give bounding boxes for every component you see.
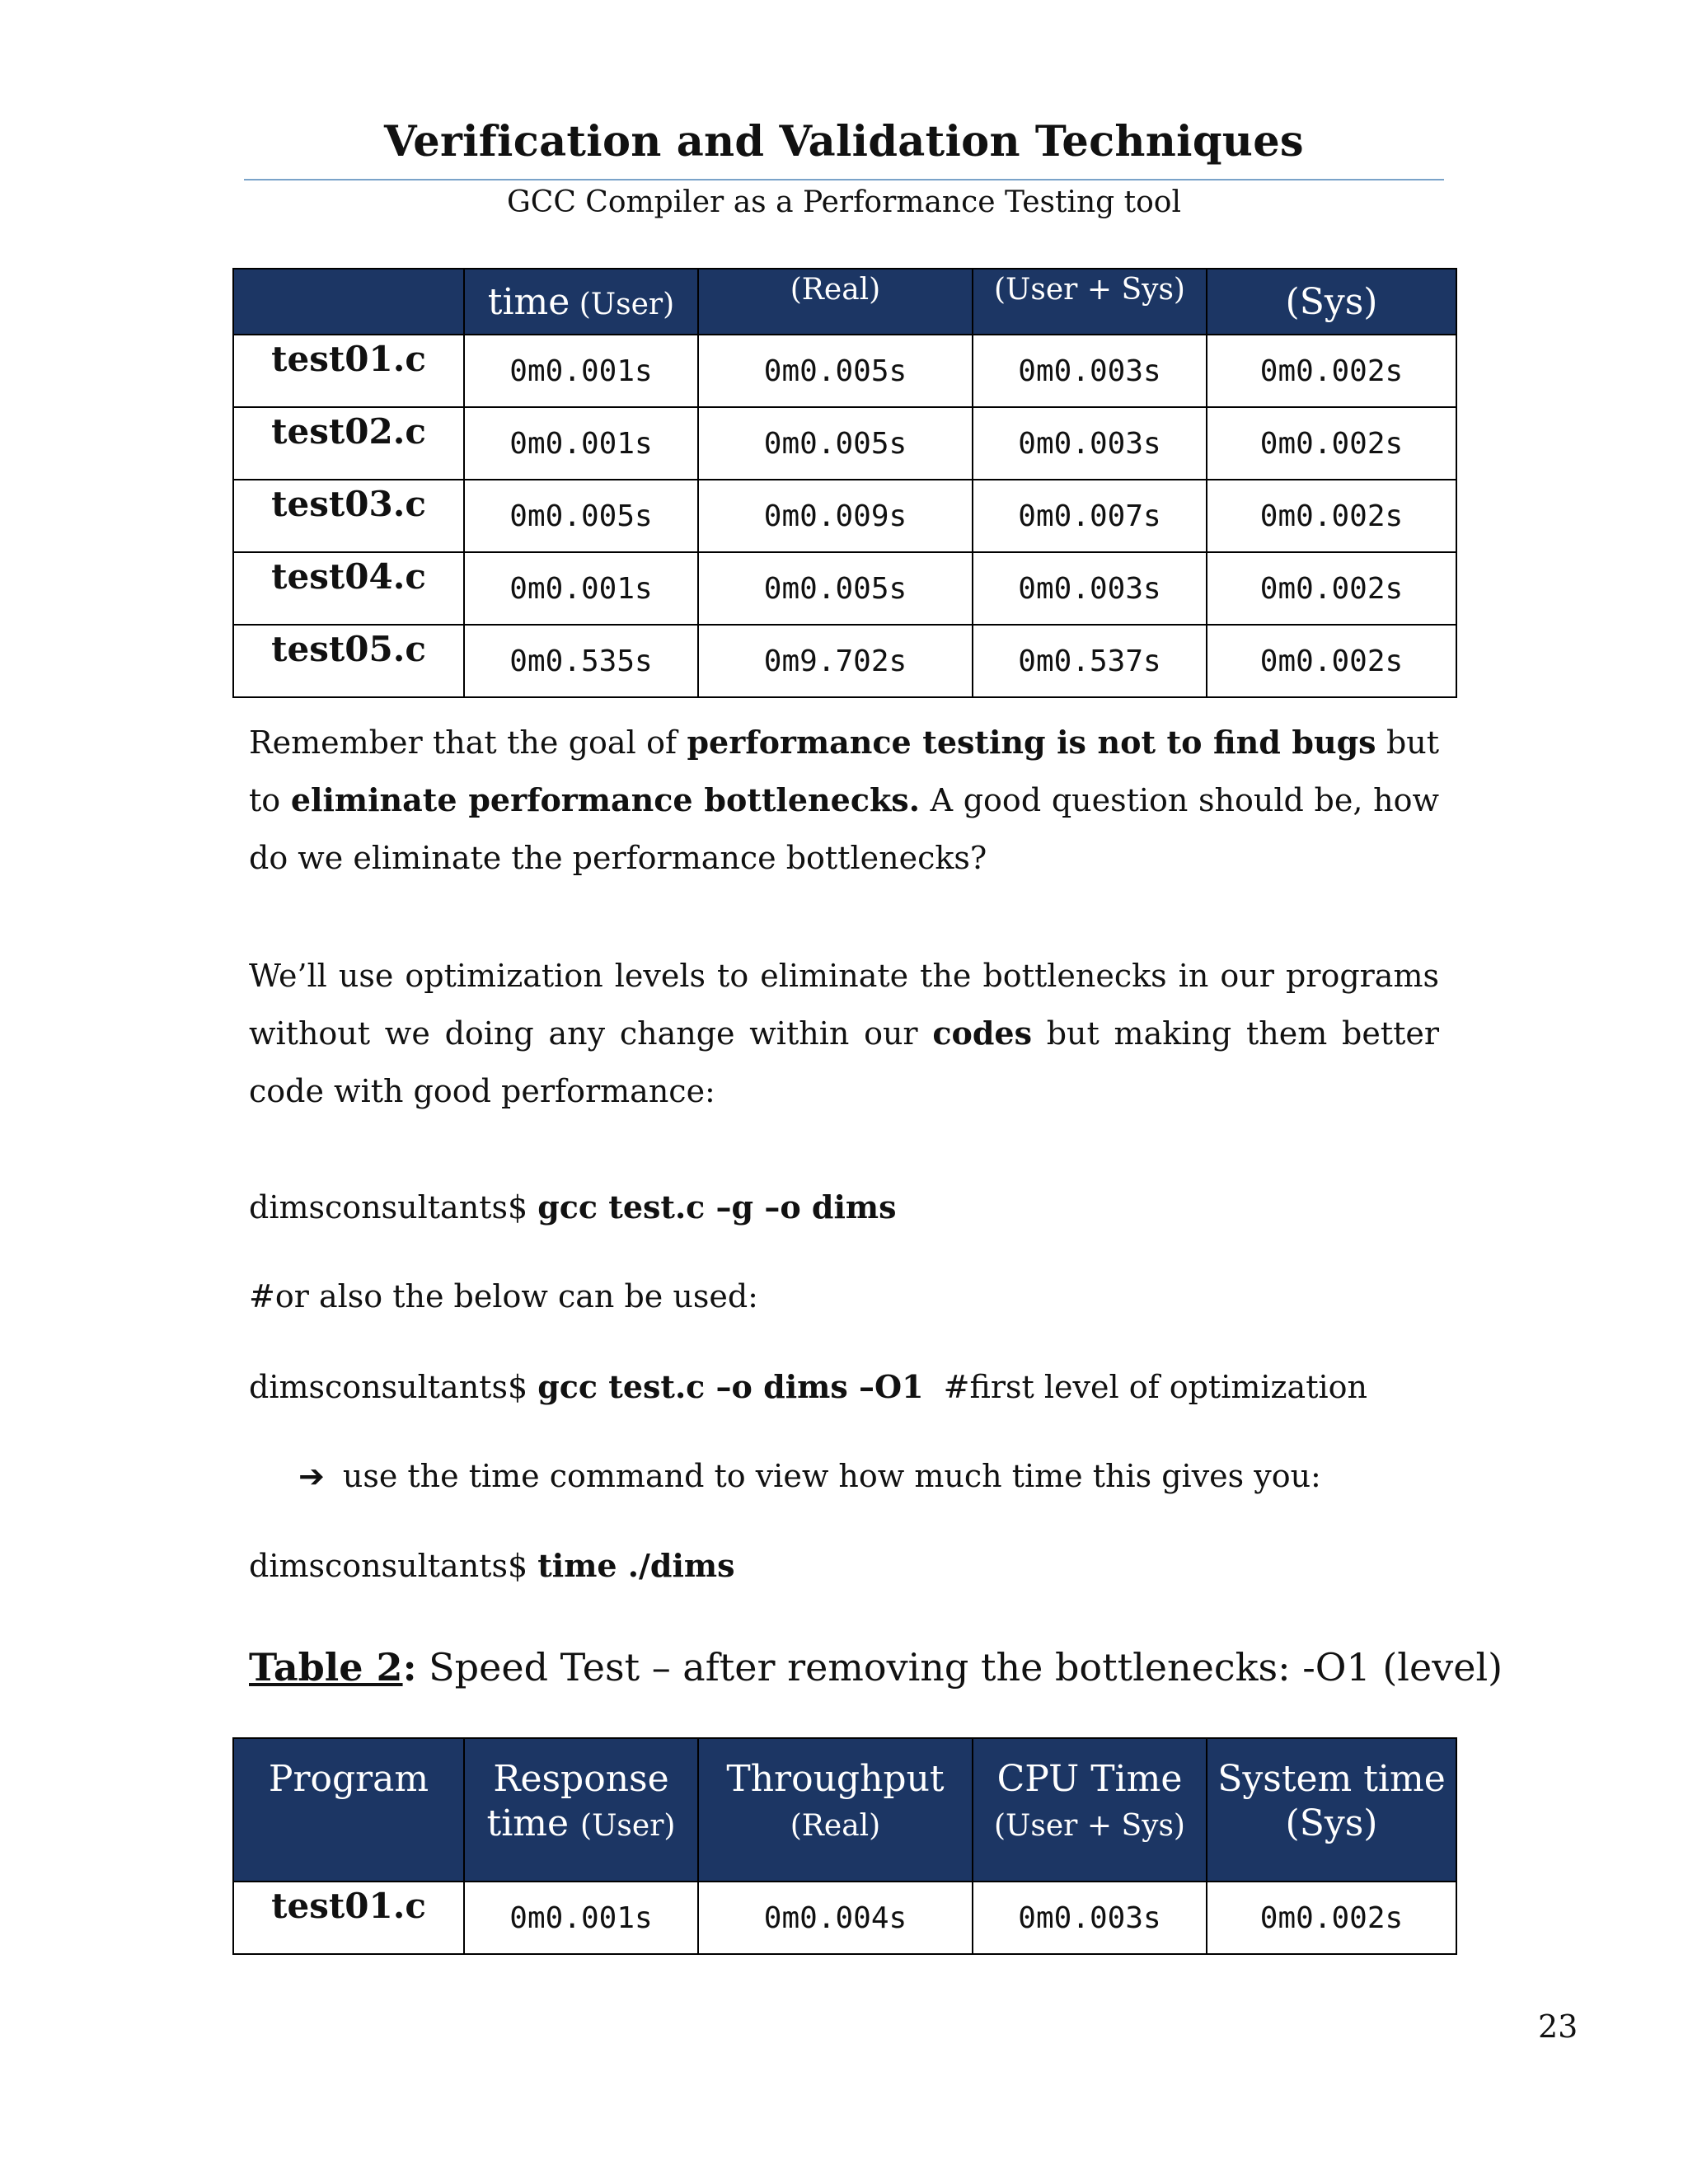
paragraph-optimization <box>249 947 1439 1120</box>
header-sys <box>1207 269 1456 335</box>
para1-text-1: Remember that the goal of <box>249 724 687 761</box>
table-2-caption <box>249 1645 1503 1690</box>
title-divider <box>244 179 1444 180</box>
real-time-cell: 0m0.009s <box>698 480 973 552</box>
sys-time-cell: 0m0.002s <box>1207 552 1456 625</box>
page-number: 23 <box>1538 2008 1578 2045</box>
para1-text-3: A good question should be, how do we eliminate the performance bottlenecks? <box>249 782 1439 876</box>
cpu-time-cell: 0m0.003s <box>973 552 1207 625</box>
header-throughput-sub: (Real) <box>790 1809 881 1843</box>
real-time-cell: 0m0.005s <box>698 552 973 625</box>
sys-time-cell: 0m0.002s <box>1207 1882 1456 1954</box>
page-title: Verification and Validation Techniques <box>384 117 1304 166</box>
sys-time-cell: 0m0.002s <box>1207 407 1456 480</box>
header-response-time <box>464 1738 698 1882</box>
results-table-1 <box>232 268 1457 698</box>
header-user-time <box>464 269 698 335</box>
cpu-time-cell: 0m0.003s <box>973 335 1207 407</box>
table-header-row <box>233 1738 1456 1882</box>
user-time-cell: 0m0.001s <box>464 335 698 407</box>
header-system-sub: (Sys) <box>1285 1802 1378 1844</box>
table-row <box>233 552 1456 625</box>
header-throughput <box>698 1738 973 1882</box>
header-response-main: Response <box>493 1758 669 1800</box>
table-row <box>233 407 1456 480</box>
arrow-bullet-text: use the time command to view how much time this gives you: <box>342 1458 1321 1494</box>
results-table-2 <box>232 1737 1457 1955</box>
header-sys-label: (Sys) <box>1285 280 1378 323</box>
arrow-bullet-line <box>298 1458 1321 1494</box>
program-cell: test05.c <box>233 625 464 697</box>
header-cpu-sub: (User + Sys) <box>994 1809 1185 1843</box>
table-row <box>233 625 1456 697</box>
table-header-row <box>233 269 1456 335</box>
program-cell: test03.c <box>233 480 464 552</box>
user-time-cell: 0m0.001s <box>464 407 698 480</box>
shell-prompt: dimsconsultants$ <box>249 1369 538 1405</box>
program-cell: test04.c <box>233 552 464 625</box>
program-cell: test01.c <box>233 1882 464 1954</box>
cpu-time-cell: 0m0.007s <box>973 480 1207 552</box>
user-time-cell: 0m0.001s <box>464 1882 698 1954</box>
real-time-cell: 0m9.702s <box>698 625 973 697</box>
header-real: (Real) <box>698 269 973 335</box>
real-time-cell: 0m0.005s <box>698 407 973 480</box>
header-cpu-time <box>973 1738 1207 1882</box>
table-2-colon: : <box>402 1645 417 1690</box>
header-system-main: System time <box>1217 1758 1446 1800</box>
header-response-line2: time <box>486 1802 570 1844</box>
cpu-time-cell: 0m0.003s <box>973 1882 1207 1954</box>
page-subtitle: GCC Compiler as a Performance Testing tool <box>507 185 1181 219</box>
user-time-cell: 0m0.005s <box>464 480 698 552</box>
command-line-3 <box>249 1547 735 1584</box>
command-text: gcc test.c –o dims –O1 <box>537 1368 924 1405</box>
table-row <box>233 335 1456 407</box>
command-comment: #first level of optimization <box>923 1369 1367 1405</box>
command-line-1 <box>249 1188 897 1226</box>
header-user-time-sub: (User) <box>579 287 675 321</box>
table-2-title: Speed Test – after removing the bottlenecks: -O1 (level) <box>416 1645 1503 1690</box>
para2-bold-1: codes <box>932 1015 1032 1052</box>
paragraph-performance-goal <box>249 714 1439 887</box>
right-arrow-icon: ➔ <box>298 1458 325 1494</box>
para1-text-2: but to <box>249 724 1440 818</box>
program-cell: test01.c <box>233 335 464 407</box>
cpu-time-cell: 0m0.003s <box>973 407 1207 480</box>
command-text: gcc test.c –g –o dims <box>537 1188 897 1226</box>
sys-time-cell: 0m0.002s <box>1207 625 1456 697</box>
program-cell: test02.c <box>233 407 464 480</box>
para2-text-1: We’ll use optimization levels to eliminate the bottlenecks in our programs without we doing any change within our <box>249 958 1439 1052</box>
real-time-cell: 0m0.004s <box>698 1882 973 1954</box>
real-time-cell: 0m0.005s <box>698 335 973 407</box>
para1-bold-1: performance testing is not to find bugs <box>687 724 1376 761</box>
header-response-sub: (User) <box>580 1809 676 1843</box>
user-time-cell: 0m0.535s <box>464 625 698 697</box>
table-row <box>233 1882 1456 1954</box>
table-row <box>233 480 1456 552</box>
header-system-time <box>1207 1738 1456 1882</box>
user-time-cell: 0m0.001s <box>464 552 698 625</box>
header-program <box>233 269 464 335</box>
shell-prompt: dimsconsultants$ <box>249 1189 538 1226</box>
command-text: time ./dims <box>537 1547 735 1584</box>
shell-prompt: dimsconsultants$ <box>249 1548 538 1584</box>
header-user-sys: (User + Sys) <box>973 269 1207 335</box>
header-cpu-main: CPU Time <box>996 1758 1183 1800</box>
table-2-label: Table 2 <box>249 1645 403 1690</box>
header-program: Program <box>233 1738 464 1882</box>
sys-time-cell: 0m0.002s <box>1207 480 1456 552</box>
para2-text-2: but making them better code with good performance: <box>249 1015 1440 1109</box>
header-throughput-main: Throughput <box>726 1758 945 1800</box>
para1-bold-2: eliminate performance bottlenecks. <box>290 781 920 818</box>
cpu-time-cell: 0m0.537s <box>973 625 1207 697</box>
command-line-2 <box>249 1368 1367 1405</box>
note-line: #or also the below can be used: <box>249 1278 758 1315</box>
sys-time-cell: 0m0.002s <box>1207 335 1456 407</box>
header-user-time-main: time <box>487 280 570 323</box>
